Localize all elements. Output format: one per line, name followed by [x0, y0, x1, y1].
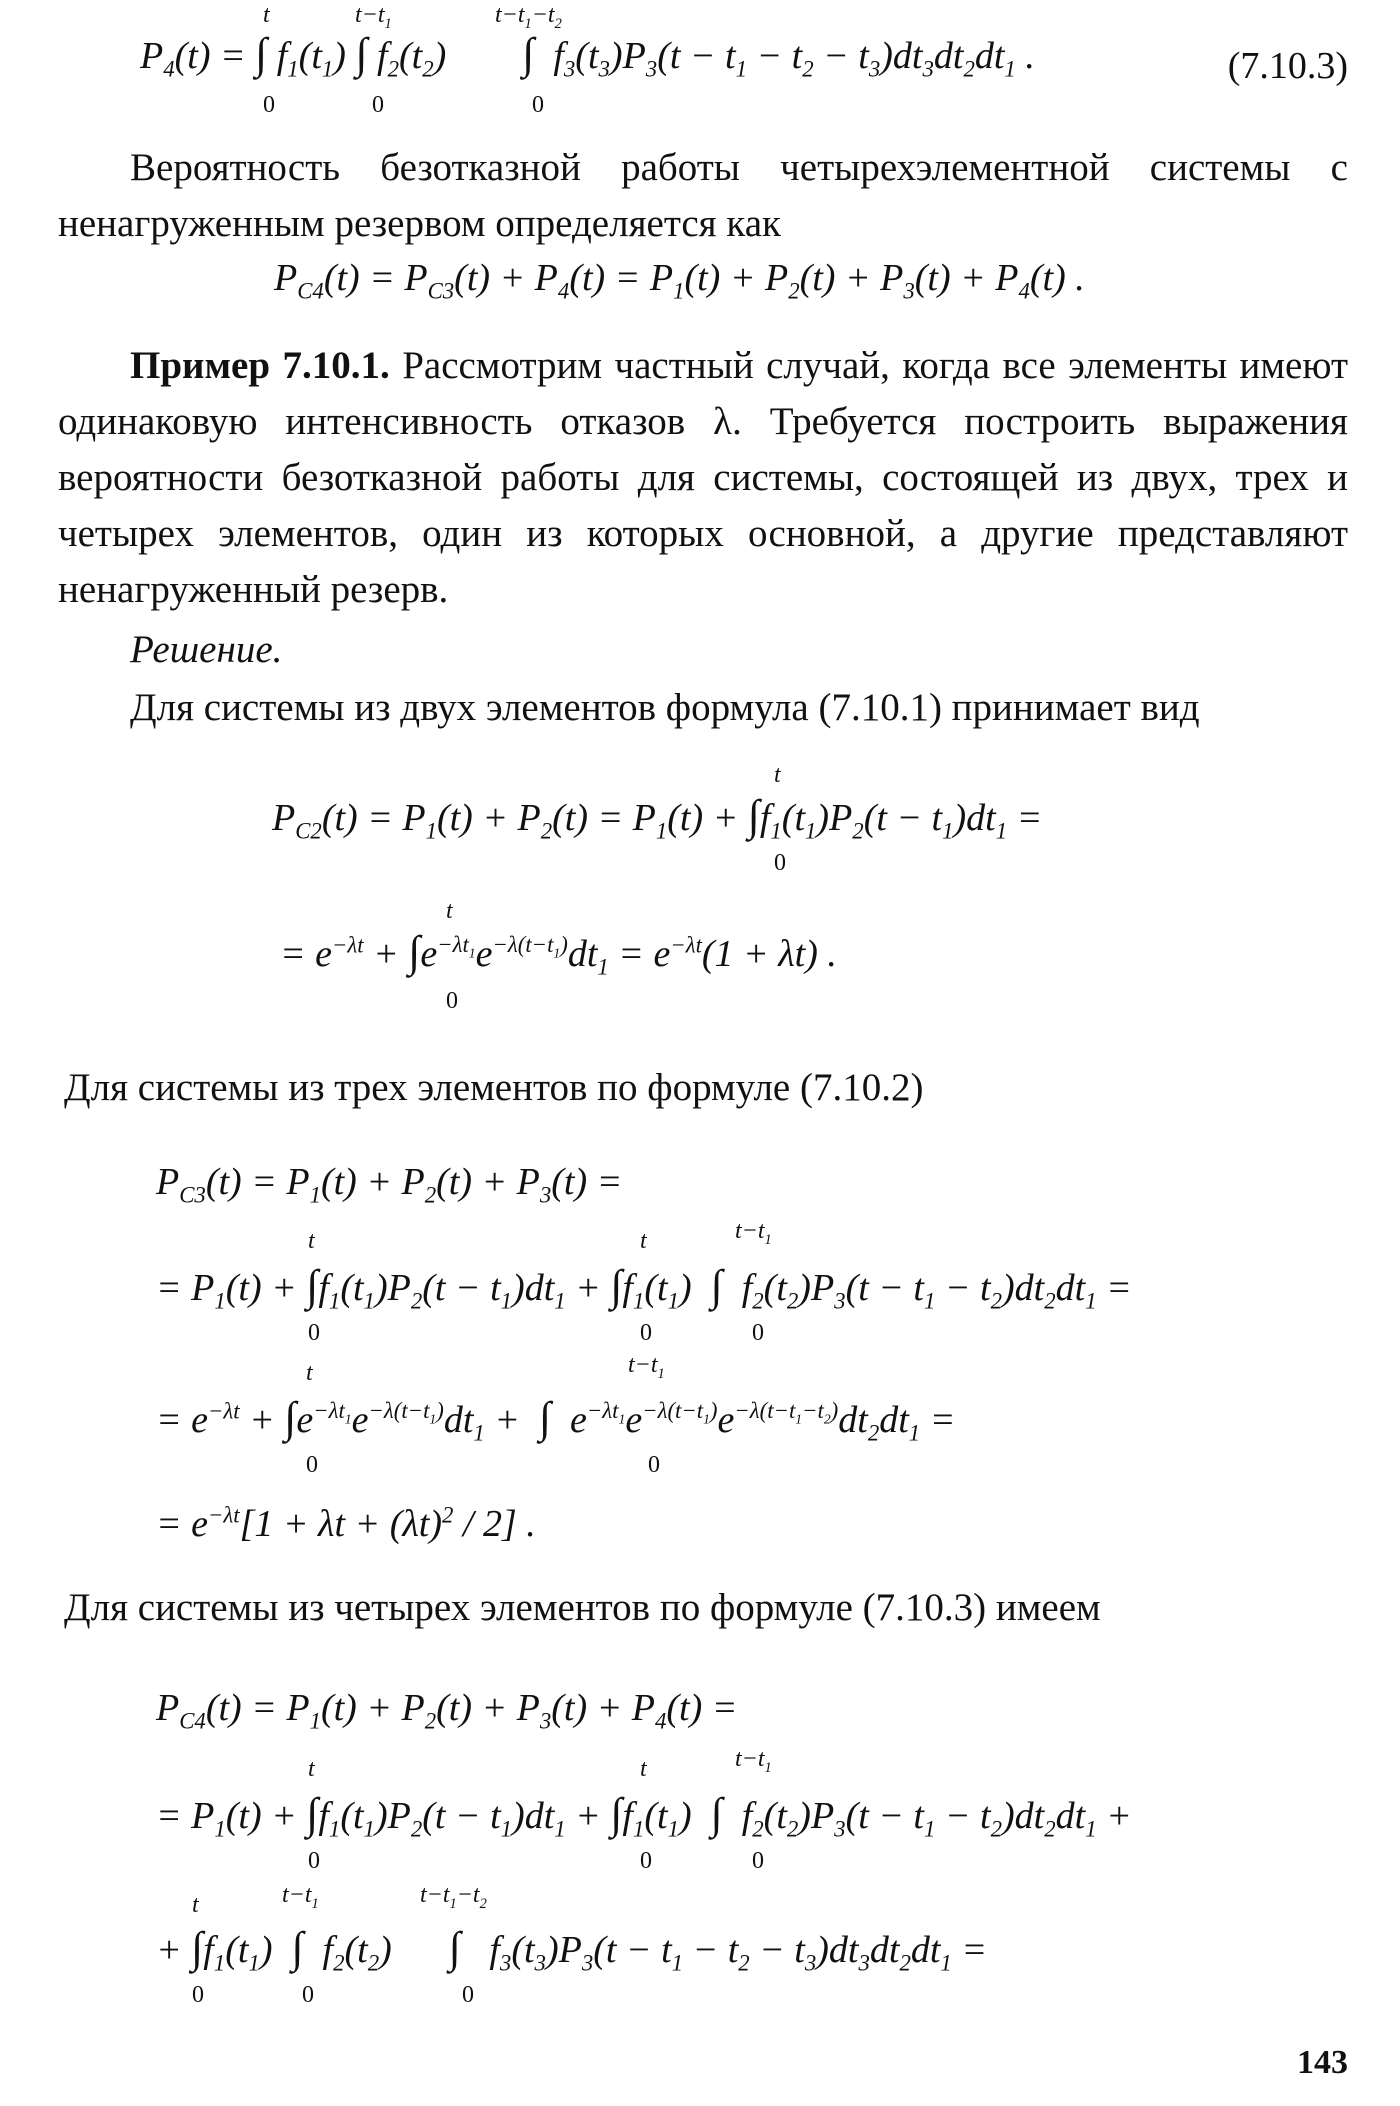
example-label: Пример 7.10.1.: [130, 344, 390, 387]
equation-three-line3: = $e^{-\lambda t} + \int e^{-\lambda t_1}e^{-\lambda(t-t_1)}dt_1$ + ∫ $e^{-\lambda t_1}e^{-\lambda(t-t_1)}e^{-\lambda(t-t_1-t_2)}dt_2dt_1$ =: [156, 1393, 956, 1446]
page-number: 143: [1297, 2044, 1348, 2081]
equation-number: (7.10.3): [1227, 45, 1348, 87]
equation-two-line2: = $e^{-\lambda t} + \int e^{-\lambda t_1}e^{-\lambda(t-t_1)}dt_1 = e^{-\lambda t}(1 + \lambda t)$ .: [280, 927, 837, 980]
equation-four-line1: $P_{C4}(t) = P_1(t) + P_2(t) + P_3(t) + P_4(t)$ =: [156, 1687, 738, 1734]
equation-four-line2: = $P_1(t) + \int f_1(t_1)P_2(t - t_1)dt_1 + \int f_1(t_1)$ ∫ $f_2(t_2)P_3(t - t_1 - t_2)dt_2dt_1$ +: [156, 1789, 1132, 1842]
equation-7-10-3: $P_4(t)$ = ∫ $f_1(t_1)$ ∫ $f_2(t_2)$ ∫ $f_3(t_3)P_3(t - t_1 - t_2 - t_3)dt_3dt_2dt_1$ .: [140, 29, 1035, 82]
example-text: Рассмотрим частный случай, когда все элементы имеют одинаковую интенсивность отказов λ. Требуется построить выражения вероятности безотказной работы для системы, состоящей из двух, трех и четырех элементов, один из которых основной, а другие представляют ненагруженный резерв.: [58, 344, 1349, 611]
equation-four-line3: + $\int f_1(t_1)$ ∫ $f_2(t_2)$ ∫ $f_3(t_3)P_3(t - t_1 - t_2 - t_3)dt_3dt_2dt_1$ =: [156, 1923, 987, 1976]
equation-three-line1: $P_{C3}(t) = P_1(t) + P_2(t) + P_3(t)$ =: [156, 1161, 623, 1208]
four-element-intro: Для системы из четырех элементов по формуле (7.10.3) имеем: [64, 1586, 1101, 1629]
equation-pc4-sum: $P_{C4}(t) = P_{C3}(t) + P_4(t) = P_1(t) + P_2(t) + P_3(t) + P_4(t)$ .: [274, 257, 1085, 304]
equation-three-line2: = $P_1(t) + \int f_1(t_1)P_2(t - t_1)dt_1 + \int f_1(t_1)$ ∫ $f_2(t_2)P_3(t - t_1 - t_2)dt_2dt_1$ =: [156, 1261, 1132, 1314]
two-element-intro: Для системы из двух элементов формула (7.10.1) принимает вид: [130, 686, 1200, 729]
book-page: $P_4(t)$ = ∫ $f_1(t_1)$ ∫ $f_2(t_2)$ ∫ $f_3(t_3)P_3(t - t_1 - t_2 - t_3)dt_3dt_2dt_1$ . t $t-t_1$ $t-t_1-t_2$ 0 0 0 (7.10.3) Вероятность безотказной работы четырехэлементной системы с ненагруженным резервом определяется как $P_{C4}(t) = P_{C3}(t) + P_4(t) = P_1(t) + P_2(t) + P_3(t) + P_4(t)$ . Пример 7.10.1. Рассмотрим частный случай, когда все элементы имеют одинаковую интенсивность отказов λ. Требуется построить выражения вероятности безотказной работы для системы, состоящей из двух, трех и четырех элементов, один из которых основной, а другие представляют ненагруженный резерв. Решение. Для системы из двух элементов формула (7.10.1) принимает вид $P_{C2}(t) = P_1(t) + P_2(t) = P_1(t) + \int f_1(t_1)P_2(t - t_1)dt_1$ = t 0 = $e^{-\lambda t} + \int e^{-\lambda t_1}e^{-\lambda(t-t_1)}dt_1 = e^{-\lambda t}(1 + \lambda t)$ . t 0 Для системы из трех элементов по формуле (7.10.2) $P_{C3}(t) = P_1(t) + P_2(t) + P_3(t)$ = = $P_1(t) + \int f_1(t_1)P_2(t - t_1)dt_1 + \int f_1(t_1)$ ∫ $f_2(t_2)P_3(t - t_1 - t_2)dt_2dt_1$ = t 0 t 0 $t-t_1$ 0 = $e^{-\lambda t} + \int e^{-\lambda t_1}e^{-\lambda(t-t_1)}dt_1$ + ∫ $e^{-\lambda t_1}e^{-\lambda(t-t_1)}e^{-\lambda(t-t_1-t_2)}dt_2dt_1$ = t 0 $t-t_1$ 0 = $e^{-\lambda t}[1 + \lambda t + (\lambda t)^2 / 2]$ . Для системы из четырех элементов по формуле (7.10.3) имеем $P_{C4}(t) = P_1(t) + P_2(t) + P_3(t) + P_4(t)$ = = $P_1(t) + \int f_1(t_1)P_2(t - t_1)dt_1 + \int f_1(t_1)$ ∫ $f_2(t_2)P_3(t - t_1 - t_2)dt_2dt_1$ + t 0 t 0 $t-t_1$ 0 + $\int f_1(t_1)$ ∫ $f_2(t_2)$ ∫ $f_3(t_3)P_3(t - t_1 - t_2 - t_3)dt_3dt_2dt_1$ = t 0 $t-t_1$ 0 $t-t_1-t_2$ 0 143: [0, 0, 1400, 2106]
equation-two-line1: $P_{C2}(t) = P_1(t) + P_2(t) = P_1(t) + \int f_1(t_1)P_2(t - t_1)dt_1$ =: [272, 791, 1043, 844]
three-element-intro: Для системы из трех элементов по формуле (7.10.2): [64, 1066, 924, 1109]
equation-three-line4: = $e^{-\lambda t}[1 + \lambda t + (\lambda t)^2 / 2]$ .: [156, 1502, 536, 1545]
paragraph-intro: Вероятность безотказной работы четырехэлементной системы с ненагруженным резервом определяется как: [58, 146, 1348, 245]
solution-label: Решение.: [130, 628, 283, 671]
example-paragraph: [58, 338, 1348, 618]
